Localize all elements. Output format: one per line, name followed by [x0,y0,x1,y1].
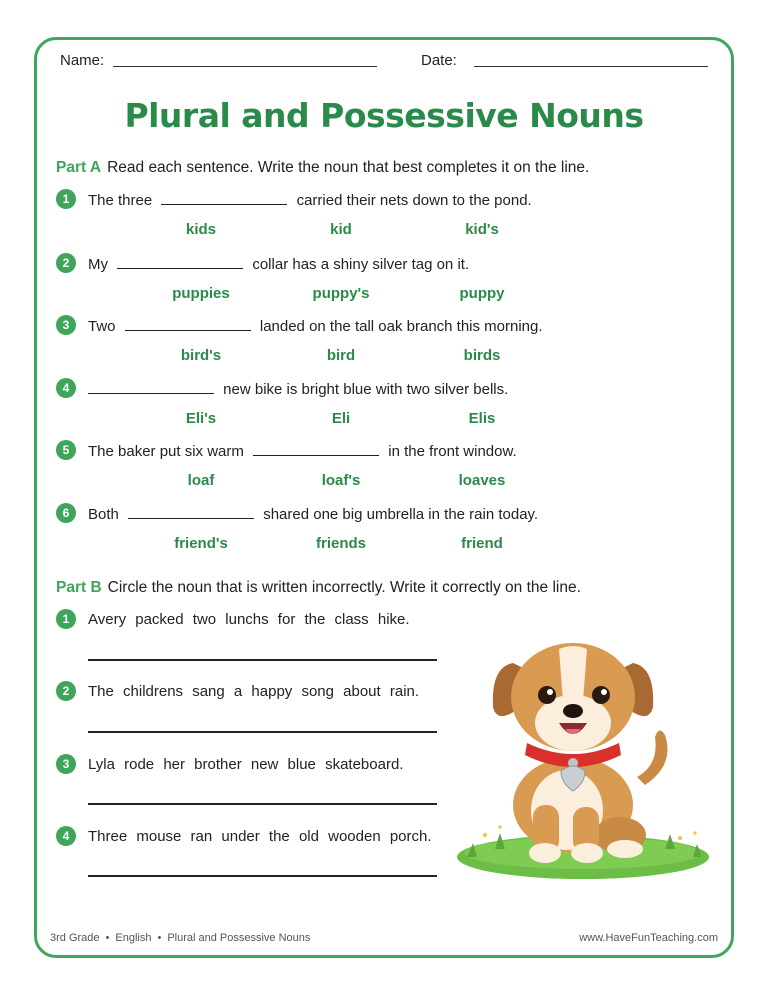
part-b-instruction: Circle the noun that is written incorrectly. Write it correctly on the line. [107,579,581,596]
sentence-start: Two [88,318,116,335]
choice-option[interactable]: friends [315,535,366,552]
part-b-sentence-2[interactable]: The childrens sang a happy song about rain. [88,683,420,700]
part-a-heading [56,159,589,177]
answer-blank[interactable] [117,255,243,269]
part-a-number-1: 1 [56,189,76,209]
sentence-start: My [88,256,108,273]
part-a-number-4: 4 [56,378,76,398]
choice-option[interactable]: kids [185,221,216,238]
choice-option[interactable]: bird's [180,347,222,364]
footer-subject: English [115,932,152,944]
bullet-separator: • [157,932,162,944]
sentence-start: Both [88,506,119,523]
answer-line-3[interactable] [88,803,437,805]
name-label: Name: [60,52,105,69]
part-b-tag: Part B [56,579,102,596]
part-b-heading [56,579,581,597]
choice-option[interactable]: Eli's [185,410,217,427]
part-a-sentence-4 [88,380,508,398]
choice-option[interactable]: kid [330,221,352,238]
sentence-end: carried their nets down to the pond. [296,192,532,209]
part-a-number-6: 6 [56,503,76,523]
part-b-sentence-1[interactable]: Avery packed two lunchs for the class hike. [88,611,410,628]
answer-blank[interactable] [161,191,287,205]
name-field-line[interactable] [113,66,377,67]
part-a-tag: Part A [56,159,102,176]
answer-blank[interactable] [128,505,254,519]
part-b-sentence-4[interactable]: Three mouse ran under the old wooden porch. [88,828,432,845]
bullet-separator: • [105,932,110,944]
sentence-end: new bike is bright blue with two silver bells. [223,381,509,398]
part-a-sentence-1 [88,191,532,209]
answer-line-2[interactable] [88,731,437,733]
answer-line-4[interactable] [88,875,437,877]
choice-option[interactable]: kid's [465,221,499,238]
footer-topic: Plural and Possessive Nouns [167,932,311,944]
part-b-number-3: 3 [56,754,76,774]
part-a-number-5: 5 [56,440,76,460]
part-a-number-2: 2 [56,253,76,273]
worksheet-title: Plural and Possessive Nouns [124,96,644,135]
sentence-end: collar has a shiny silver tag on it. [252,256,470,273]
sentence-end: in the front window. [388,443,517,460]
part-a-sentence-5 [88,442,517,460]
choice-option[interactable]: bird [326,347,356,364]
sentence-start: The baker put six warm [88,443,244,460]
sentence-start: The three [88,192,153,209]
choice-option[interactable]: friend [461,535,503,552]
part-a-sentence-2 [88,255,469,273]
date-field-line[interactable] [474,66,708,67]
part-a-sentence-3 [88,317,543,335]
choice-option[interactable]: birds [463,347,501,364]
choice-option[interactable]: loaves [458,472,506,489]
part-b-number-4: 4 [56,826,76,846]
puppy-illustration [455,635,713,885]
choice-option[interactable]: loaf [187,472,215,489]
part-b-sentence-3[interactable]: Lyla rode her brother new blue skateboard. [88,756,404,773]
choice-option[interactable]: friend's [174,535,228,552]
choice-option[interactable]: Elis [468,410,496,427]
part-b-number-1: 1 [56,609,76,629]
answer-blank[interactable] [253,442,379,456]
part-a-sentence-6 [88,505,538,523]
choice-option[interactable]: puppies [172,285,230,302]
sentence-end: landed on the tall oak branch this morning. [259,318,543,335]
choice-option[interactable]: loaf's [321,472,361,489]
part-b-number-2: 2 [56,681,76,701]
part-a-instruction: Read each sentence. Write the noun that best completes it on the line. [107,159,590,176]
choice-option[interactable]: puppy [459,285,505,302]
date-label: Date: [421,52,457,69]
answer-line-1[interactable] [88,659,437,661]
choice-option[interactable]: puppy's [312,285,370,302]
answer-blank[interactable] [88,380,214,394]
footer-website-link[interactable]: www.HaveFunTeaching.com [579,932,718,944]
part-a-number-3: 3 [56,315,76,335]
choice-option[interactable]: Eli [331,410,351,427]
footer-breadcrumb [50,932,310,944]
footer-grade: 3rd Grade [50,932,100,944]
sentence-end: shared one big umbrella in the rain today. [263,506,539,523]
answer-blank[interactable] [125,317,251,331]
